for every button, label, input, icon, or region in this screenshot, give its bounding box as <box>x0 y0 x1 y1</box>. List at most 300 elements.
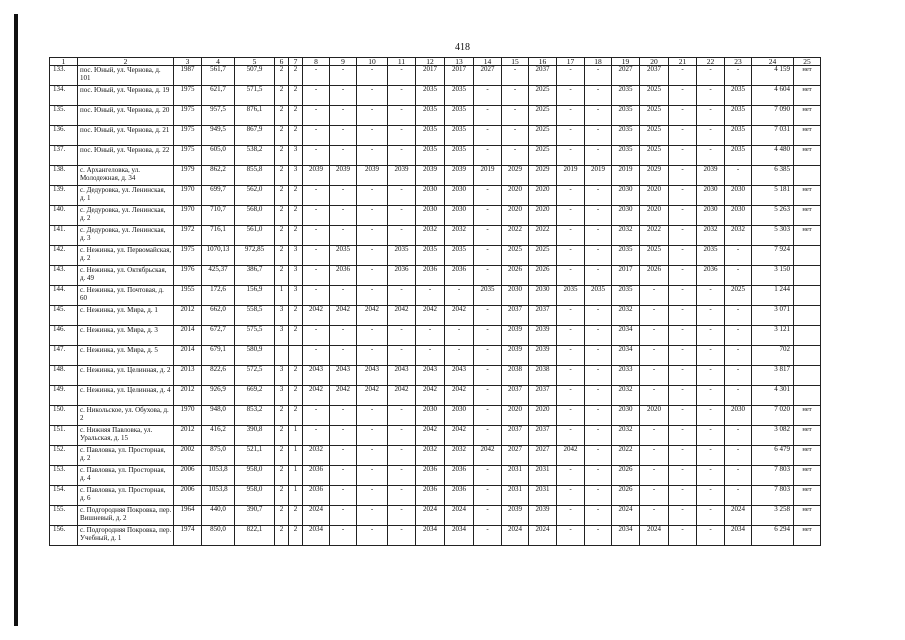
table-cell: 2036 <box>330 266 357 286</box>
table-cell: - <box>640 366 669 386</box>
table-cell: 2038 <box>529 366 557 386</box>
table-cell: 2039 <box>529 326 557 346</box>
table-cell: 2036 <box>445 486 474 506</box>
table-cell: - <box>585 126 612 146</box>
table-cell: - <box>474 426 502 446</box>
table-cell: 2024 <box>612 506 640 526</box>
table-cell: 2012 <box>174 306 202 326</box>
table-cell: - <box>669 86 697 106</box>
table-cell: 2034 <box>303 526 330 546</box>
table-cell: 2 <box>289 106 303 126</box>
table-cell: 2036 <box>697 266 725 286</box>
column-header: 15 <box>502 58 529 66</box>
table-cell: - <box>697 466 725 486</box>
table-cell: 679,1 <box>202 346 235 366</box>
table-cell: 2026 <box>612 466 640 486</box>
table-cell: 2036 <box>303 466 330 486</box>
table-cell: 390,7 <box>235 506 275 526</box>
table-cell: 6 479 <box>752 446 794 466</box>
table-cell: 2025 <box>640 86 669 106</box>
table-cell: 2 <box>289 226 303 246</box>
table-cell: - <box>697 406 725 426</box>
table-cell: - <box>357 206 388 226</box>
table-cell: 2006 <box>174 486 202 506</box>
table-cell: - <box>330 66 357 86</box>
table-cell: 2042 <box>330 306 357 326</box>
table-cell: 1053,8 <box>202 486 235 506</box>
table-cell: 1 <box>289 466 303 486</box>
table-cell: 2013 <box>174 366 202 386</box>
table-cell: - <box>330 346 357 366</box>
table-cell: 2032 <box>416 226 445 246</box>
table-cell: 2042 <box>388 386 416 406</box>
table-cell: - <box>388 506 416 526</box>
table-cell: - <box>330 506 357 526</box>
column-header: 14 <box>474 58 502 66</box>
table-cell: 1964 <box>174 506 202 526</box>
table-cell: - <box>474 206 502 226</box>
table-cell: 2037 <box>529 66 557 86</box>
table-cell: 2042 <box>416 386 445 406</box>
table-cell: - <box>357 526 388 546</box>
table-cell: - <box>669 126 697 146</box>
address-cell: с. Нежинка, ул. Октябрьская, д. 49 <box>78 266 174 286</box>
table-cell: - <box>303 66 330 86</box>
table-cell: 146. <box>50 326 78 346</box>
table-cell: 2030 <box>612 206 640 226</box>
table-cell: - <box>669 106 697 126</box>
table-cell <box>794 266 821 286</box>
table-cell: - <box>669 386 697 406</box>
table-cell: 1 <box>275 286 289 306</box>
table-row <box>50 526 821 546</box>
table-cell: 2014 <box>174 346 202 366</box>
table-cell: 558,5 <box>235 306 275 326</box>
table-cell: 2032 <box>697 226 725 246</box>
table-cell: - <box>697 286 725 306</box>
table-cell: 2025 <box>640 146 669 166</box>
table-cell: - <box>474 326 502 346</box>
table-cell: 2042 <box>416 306 445 326</box>
table-cell: 2030 <box>445 206 474 226</box>
table-cell: - <box>357 66 388 86</box>
table-cell: 2042 <box>303 306 330 326</box>
table-cell: - <box>303 186 330 206</box>
address-cell: с. Дедуровка, ул. Ленинская, д. 2 <box>78 206 174 226</box>
table-cell: 2030 <box>416 406 445 426</box>
table-cell: нет <box>794 186 821 206</box>
table-cell: 822,6 <box>202 366 235 386</box>
table-cell: 862,2 <box>202 166 235 186</box>
table-cell: 2030 <box>445 406 474 426</box>
table-cell: 669,2 <box>235 386 275 406</box>
table-cell: 2034 <box>612 346 640 366</box>
table-cell: - <box>697 306 725 326</box>
table-cell: 1974 <box>174 526 202 546</box>
table-cell: 2027 <box>502 446 529 466</box>
table-cell: 876,1 <box>235 106 275 126</box>
table-cell: 2032 <box>303 446 330 466</box>
table-row <box>50 86 821 106</box>
table-cell: 2042 <box>357 306 388 326</box>
table-row <box>50 406 821 426</box>
table-cell: 2 <box>275 106 289 126</box>
table-cell: 2025 <box>529 86 557 106</box>
table-cell: 2026 <box>529 266 557 286</box>
table-cell: - <box>640 306 669 326</box>
column-header: 24 <box>752 58 794 66</box>
table-cell: 2031 <box>529 486 557 506</box>
address-cell: с. Нежинка, ул. Целинная, д. 4 <box>78 386 174 406</box>
table-cell: - <box>725 446 752 466</box>
table-cell: - <box>303 226 330 246</box>
table-row <box>50 106 821 126</box>
table-row <box>50 166 821 186</box>
table-cell: 7 020 <box>752 406 794 426</box>
table-cell <box>275 346 289 366</box>
table-cell: 2020 <box>529 206 557 226</box>
table-cell: 2031 <box>502 486 529 506</box>
table-cell: 2 <box>275 186 289 206</box>
table-cell: 2035 <box>585 286 612 306</box>
table-cell: 568,0 <box>235 206 275 226</box>
table-cell <box>289 346 303 366</box>
table-cell: - <box>557 126 585 146</box>
table-cell: - <box>474 146 502 166</box>
table-cell: 2 <box>275 526 289 546</box>
table-cell: - <box>697 346 725 366</box>
table-cell: 2024 <box>445 506 474 526</box>
table-row <box>50 246 821 266</box>
table-cell: 2030 <box>725 186 752 206</box>
table-cell: 2 <box>289 526 303 546</box>
table-cell: - <box>557 386 585 406</box>
table-cell: 3 150 <box>752 266 794 286</box>
table-cell: 153. <box>50 466 78 486</box>
table-cell: 2035 <box>416 246 445 266</box>
table-cell: - <box>330 426 357 446</box>
table-cell: - <box>357 486 388 506</box>
table-cell: 2030 <box>416 186 445 206</box>
table-cell: - <box>303 406 330 426</box>
table-cell: 2035 <box>445 106 474 126</box>
table-cell: 926,9 <box>202 386 235 406</box>
table-cell: 2039 <box>697 166 725 186</box>
table-cell: 2032 <box>725 226 752 246</box>
table-cell: - <box>557 86 585 106</box>
table-cell: - <box>557 506 585 526</box>
table-cell: - <box>669 446 697 466</box>
table-cell: 2025 <box>529 126 557 146</box>
table-cell: 2038 <box>502 366 529 386</box>
table-cell: 2017 <box>445 66 474 86</box>
table-cell: 875,0 <box>202 446 235 466</box>
table-row <box>50 186 821 206</box>
table-cell: - <box>474 466 502 486</box>
table-cell: - <box>388 326 416 346</box>
table-cell: 2025 <box>640 126 669 146</box>
table-cell: 2030 <box>445 186 474 206</box>
table-cell: - <box>330 146 357 166</box>
table-row <box>50 266 821 286</box>
table-cell: 575,5 <box>235 326 275 346</box>
table-cell: 2031 <box>529 466 557 486</box>
table-cell: - <box>557 326 585 346</box>
table-cell: - <box>697 386 725 406</box>
table-cell: 2032 <box>612 426 640 446</box>
table-cell: 6 294 <box>752 526 794 546</box>
table-cell: - <box>474 526 502 546</box>
table-row <box>50 506 821 526</box>
table-cell: - <box>557 306 585 326</box>
column-header: 1 <box>50 58 78 66</box>
table-cell: - <box>697 506 725 526</box>
table-cell: 2 <box>289 386 303 406</box>
table-cell: 2030 <box>725 406 752 426</box>
address-cell: с. Подгородняя Покровка, пер. Учебный, д. 1 <box>78 526 174 546</box>
table-cell: 2017 <box>612 266 640 286</box>
table-cell: 2034 <box>612 526 640 546</box>
table-cell: нет <box>794 86 821 106</box>
table-cell: - <box>474 486 502 506</box>
table-cell: 822,1 <box>235 526 275 546</box>
table-cell: 2037 <box>529 386 557 406</box>
table-cell: - <box>416 326 445 346</box>
column-header: 12 <box>416 58 445 66</box>
column-header: 18 <box>585 58 612 66</box>
table-cell: - <box>303 246 330 266</box>
table-cell: 2034 <box>445 526 474 546</box>
table-row <box>50 346 821 366</box>
table-cell: 2027 <box>529 446 557 466</box>
table-cell: - <box>357 146 388 166</box>
table-cell: 571,5 <box>235 86 275 106</box>
table-cell: - <box>330 526 357 546</box>
table-cell: - <box>445 286 474 306</box>
table-cell: - <box>502 146 529 166</box>
table-cell <box>794 366 821 386</box>
table-cell: 7 090 <box>752 106 794 126</box>
table-cell: 2034 <box>725 526 752 546</box>
table-cell: - <box>557 486 585 506</box>
table-cell: 440,0 <box>202 506 235 526</box>
table-cell: 2030 <box>612 406 640 426</box>
table-cell: 147. <box>50 346 78 366</box>
table-cell: 1070,13 <box>202 246 235 266</box>
table-cell: 2035 <box>445 126 474 146</box>
table-cell: - <box>416 286 445 306</box>
table-cell: 2035 <box>416 146 445 166</box>
table-cell: - <box>557 346 585 366</box>
table-cell: 2026 <box>612 486 640 506</box>
table-cell: - <box>725 66 752 86</box>
table-cell: - <box>388 486 416 506</box>
table-cell: 2032 <box>612 226 640 246</box>
table-cell: - <box>388 406 416 426</box>
table-cell: 2032 <box>416 446 445 466</box>
table-cell: 2035 <box>388 246 416 266</box>
table-cell: 2 <box>289 326 303 346</box>
table-cell: - <box>557 246 585 266</box>
table-cell: - <box>502 66 529 86</box>
table-cell: - <box>357 506 388 526</box>
table-cell: 2035 <box>697 246 725 266</box>
table-cell: 4 604 <box>752 86 794 106</box>
table-row <box>50 326 821 346</box>
address-cell: с. Павловка, ул. Просторная, д. 4 <box>78 466 174 486</box>
table-cell: 948,0 <box>202 406 235 426</box>
table-cell: - <box>725 426 752 446</box>
table-cell: 2022 <box>529 226 557 246</box>
table-cell: - <box>557 526 585 546</box>
address-cell: пос. Юный, ул. Чернова, д. 21 <box>78 126 174 146</box>
table-cell: 2037 <box>640 66 669 86</box>
table-cell: 2029 <box>640 166 669 186</box>
table-cell: 2036 <box>388 266 416 286</box>
table-cell: - <box>725 386 752 406</box>
table-cell: 2 <box>275 166 289 186</box>
table-cell: 2042 <box>445 306 474 326</box>
table-cell: - <box>303 326 330 346</box>
table-cell: - <box>474 346 502 366</box>
table-cell: - <box>502 106 529 126</box>
table-cell: 562,0 <box>235 186 275 206</box>
table-cell: - <box>557 406 585 426</box>
table-cell: 137. <box>50 146 78 166</box>
page-number: 418 <box>455 42 470 53</box>
table-cell: 2039 <box>330 166 357 186</box>
table-cell: 2034 <box>612 326 640 346</box>
table-cell: 2024 <box>303 506 330 526</box>
table-cell: нет <box>794 126 821 146</box>
address-cell: с. Нежинка, ул. Почтовая, д. 60 <box>78 286 174 306</box>
table-cell: - <box>640 386 669 406</box>
table-cell: 2036 <box>416 466 445 486</box>
table-cell: 621,7 <box>202 86 235 106</box>
table-cell: - <box>303 346 330 366</box>
table-cell: - <box>388 126 416 146</box>
table-cell: 2 <box>275 146 289 166</box>
table-cell: 2039 <box>388 166 416 186</box>
table-cell: - <box>640 346 669 366</box>
table-cell: 2024 <box>416 506 445 526</box>
header-row <box>50 58 821 66</box>
table-cell: 2035 <box>612 106 640 126</box>
column-header: 10 <box>357 58 388 66</box>
table-cell: - <box>445 346 474 366</box>
column-header: 5 <box>235 58 275 66</box>
table-cell: 150. <box>50 406 78 426</box>
table-cell: - <box>585 486 612 506</box>
column-header: 4 <box>202 58 235 66</box>
table-cell: нет <box>794 66 821 86</box>
table-cell: - <box>303 426 330 446</box>
table-cell: 1975 <box>174 86 202 106</box>
table-cell: 7 803 <box>752 466 794 486</box>
table-cell: - <box>303 286 330 306</box>
table-cell: - <box>725 266 752 286</box>
table-cell: - <box>640 286 669 306</box>
table-cell: нет <box>794 486 821 506</box>
table-cell: 5 263 <box>752 206 794 226</box>
table-cell: 2042 <box>416 426 445 446</box>
table-cell: 2029 <box>502 166 529 186</box>
table-cell: 521,1 <box>235 446 275 466</box>
column-header: 13 <box>445 58 474 66</box>
table-cell: 2039 <box>529 346 557 366</box>
table-cell: 2042 <box>445 386 474 406</box>
table-cell: 2037 <box>502 386 529 406</box>
table-cell: 138. <box>50 166 78 186</box>
table-cell: 2020 <box>529 186 557 206</box>
table-cell: - <box>357 406 388 426</box>
table-cell: 1 244 <box>752 286 794 306</box>
address-cell: пос. Юный, ул. Чернова, д. 19 <box>78 86 174 106</box>
table-cell: 2035 <box>416 106 445 126</box>
table-cell: 2033 <box>612 366 640 386</box>
table-cell: 2 <box>275 86 289 106</box>
table-cell: - <box>388 286 416 306</box>
table-cell: 2 <box>275 426 289 446</box>
table-cell: 390,8 <box>235 426 275 446</box>
column-header: 20 <box>640 58 669 66</box>
table-cell: нет <box>794 526 821 546</box>
table-cell: 136. <box>50 126 78 146</box>
table-cell: 2042 <box>474 446 502 466</box>
table-cell: 142. <box>50 246 78 266</box>
table-cell: - <box>388 106 416 126</box>
table-cell: - <box>330 286 357 306</box>
table-cell: - <box>585 226 612 246</box>
table-cell: - <box>697 146 725 166</box>
table-cell: 2030 <box>697 186 725 206</box>
table-cell: - <box>330 486 357 506</box>
table-cell: - <box>357 86 388 106</box>
address-cell: с. Нежинка, ул. Целинная, д. 2 <box>78 366 174 386</box>
table-cell: 2 <box>275 486 289 506</box>
table-cell: 135. <box>50 106 78 126</box>
table-cell: - <box>640 326 669 346</box>
table-cell: нет <box>794 106 821 126</box>
table-cell: - <box>669 526 697 546</box>
table-cell: - <box>697 66 725 86</box>
table-cell: 949,5 <box>202 126 235 146</box>
table-cell: 2039 <box>529 506 557 526</box>
table-row <box>50 206 821 226</box>
table-cell: 2022 <box>612 446 640 466</box>
table-cell: 672,7 <box>202 326 235 346</box>
table-cell: - <box>585 246 612 266</box>
table-cell: - <box>330 446 357 466</box>
table-cell: - <box>585 346 612 366</box>
table-cell <box>794 166 821 186</box>
table-cell: - <box>330 206 357 226</box>
table-cell: - <box>474 186 502 206</box>
table-row <box>50 446 821 466</box>
table-cell: - <box>474 246 502 266</box>
table-cell: 144. <box>50 286 78 306</box>
table-cell: 2020 <box>502 406 529 426</box>
table-row <box>50 366 821 386</box>
table-cell: 4 480 <box>752 146 794 166</box>
table-cell: 2024 <box>529 526 557 546</box>
table-cell: нет <box>794 426 821 446</box>
table-cell: - <box>640 466 669 486</box>
table-cell: - <box>557 66 585 86</box>
table-cell: 2035 <box>474 286 502 306</box>
table-cell: - <box>697 426 725 446</box>
table-cell: 2 <box>275 466 289 486</box>
